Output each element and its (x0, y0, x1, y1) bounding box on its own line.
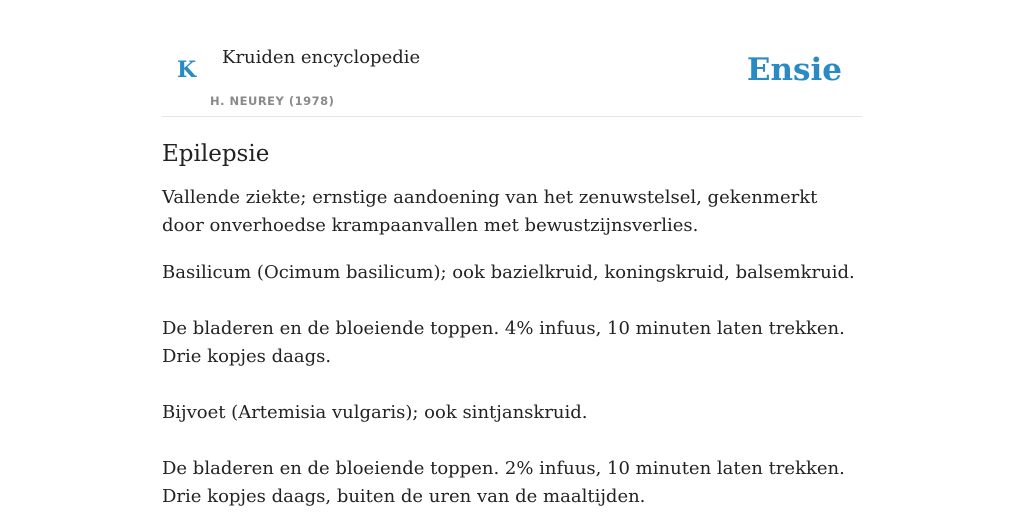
entry-paragraph: Basilicum (Ocimum basilicum); ook bazielkruid, koningskruid, balsemkruid. (162, 262, 855, 283)
entry-paragraph: De bladeren en de bloeiende toppen. 4% infuus, 10 minuten laten trekken. Drie kopjes daags. (162, 318, 845, 367)
entry-title: Epilepsie (162, 141, 270, 167)
book-author: H. NEUREY (1978) (210, 94, 335, 108)
book-title-link[interactable]: Kruiden encyclopedie (222, 47, 421, 68)
entry-article (162, 138, 862, 512)
entry-paragraph: De bladeren en de bloeiende toppen. 2% infuus, 10 minuten laten trekken. Drie kopjes daags, buiten de uren van de maaltijden. (162, 458, 845, 507)
entry-paragraph: Bijvoet (Artemisia vulgaris); ook sintjanskruid. (162, 402, 588, 423)
page-header (162, 0, 862, 117)
entry-definition: Vallende ziekte; ernstige aandoening van het zenuwstelsel, gekenmerkt door onverhoedse krampaanvallen met bewustzijnsverlies. (162, 187, 818, 236)
book-logo[interactable]: K (177, 57, 197, 83)
ensie-logo[interactable]: Ensie (746, 52, 842, 88)
